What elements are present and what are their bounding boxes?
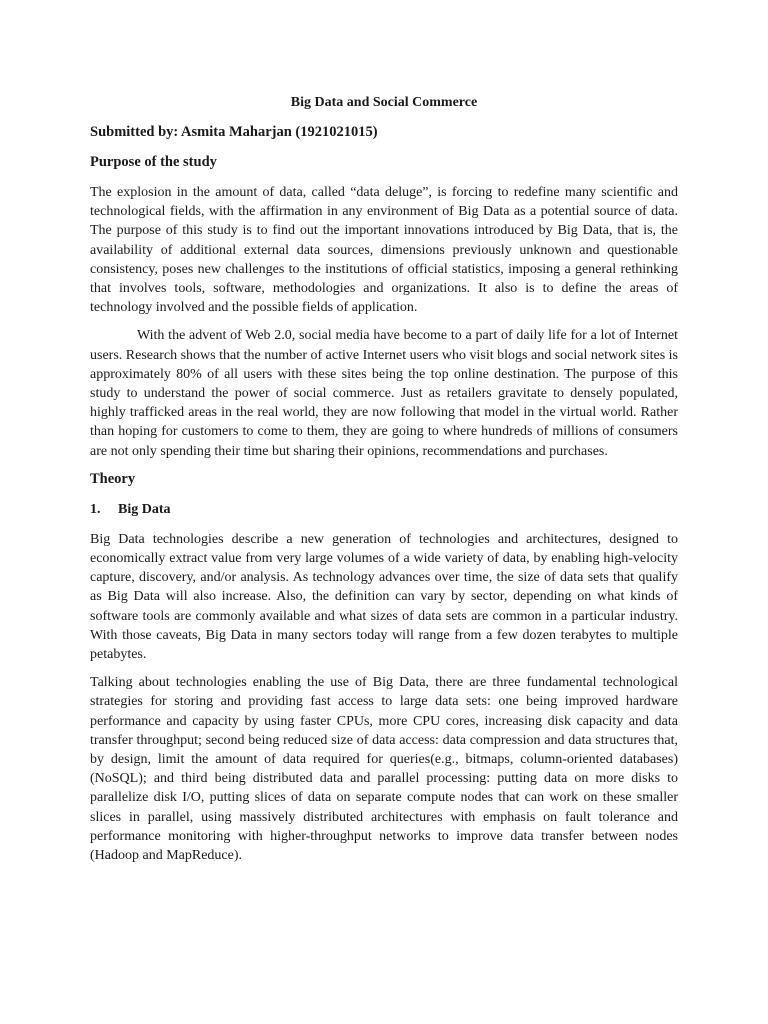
theory-paragraph: Talking about technologies enabling the use of Big Data, there are three fundamental technological strategies for storing and providing fast access to large data sets: one being improved hardware performance and capacity by using faster CPUs, more CPU cores, increasing disk capacity and data transfer throughput; second being reduced size of data access: data compression and data structures that, by design, limit the amount of data required for queries(e.g., bitmaps, column-oriented databases) (NoSQL); and third being distributed data and parallel processing: putting data on more disks to parallelize disk I/O, putting slices of data on separate compute nodes that can work on these smaller slices in parallel, using massively distributed architectures with emphasis on fault tolerance and performance monitoring with higher-throughput networks to improve data transfer between nodes (Hadoop and MapReduce). <box>90 675 678 864</box>
subsection-number: 1. <box>90 501 101 517</box>
purpose-heading: Purpose of the study <box>90 154 217 170</box>
author-byline: Submitted by: Asmita Maharjan (1921021015) <box>90 124 378 140</box>
purpose-paragraph: The explosion in the amount of data, called “data deluge”, is forcing to redefine many scientific and technological fields, with the affirmation in any environment of Big Data as a potential source of data. The purpose of this study is to find out the important innovations introduced by Big Data, that is, the availability of additional external data sources, dimensions previously unknown and questionable consistency, poses new challenges to the institutions of official statistics, imposing a general rethinking that involves tools, software, methodologies and organizations. It also is to define the areas of technology involved and the possible fields of application. <box>90 185 678 316</box>
purpose-paragraph: With the advent of Web 2.0, social media have become to a part of daily life for a lot of Internet users. Research shows that the number of active Internet users who visit blogs and social network sites is approximately 80% of all users with these sites being the top online destination. The purpose of this study to understand the power of social commerce. Just as retailers gravitate to densely populated, highly trafficked areas in the real world, they are now following that model in the virtual world. Rather than hoping for customers to come to them, they are going to where hundreds of millions of consumers are not only spending their time but sharing their opinions, recommendations and purchases. <box>90 328 678 459</box>
theory-heading: Theory <box>90 470 136 487</box>
subsection-heading <box>90 500 678 519</box>
subsection-title: Big Data <box>118 501 171 517</box>
document-title: Big Data and Social Commerce <box>290 95 478 110</box>
document-body <box>90 93 678 874</box>
theory-paragraph: Big Data technologies describe a new generation of technologies and architectures, designed to economically extract value from very large volumes of a wide variety of data, by enabling high-velocity capture, discovery, and/or analysis. As technology advances over time, the size of data sets that qualify as Big Data will also increase. Also, the definition can vary by sector, depending on what kinds of software tools are commonly available and what sizes of data sets are common in a particular industry. With those caveats, Big Data in many sectors today will range from a few dozen terabytes to multiple petabytes. <box>90 531 678 663</box>
